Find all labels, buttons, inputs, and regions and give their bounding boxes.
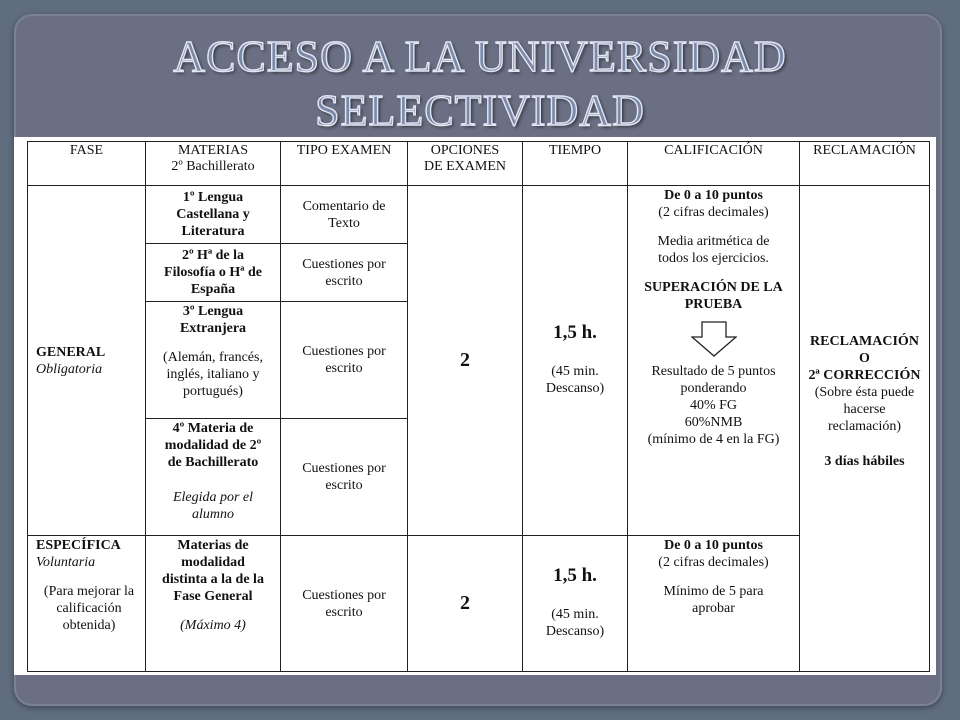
materia-3-line: Extranjera [179,321,247,336]
tipo-1 [281,186,408,244]
calificacion-general [628,186,800,536]
calif-general-8: ponderando [680,381,747,396]
calif-general-7: Resultado de 5 puntos [651,364,776,379]
materia-3-extra: portugués) [183,384,243,399]
tipo-4 [281,419,408,536]
materia-3-line: 3º Lengua [182,304,244,319]
table-row [28,186,930,244]
fase-especifica-note-2: calificación [56,601,122,616]
calif-especifica-2: (2 cifras decimales) [658,555,769,570]
materia-3-extra: (Alemán, francés, [163,350,263,365]
materia-4-line: de Bachillerato [167,455,259,470]
header-opciones-line1: OPCIONES [430,143,500,158]
header-materias-line2: 2º Bachillerato [171,159,255,174]
descanso-general-2: Descanso) [545,381,605,396]
tiempo-especifica-value: 1,5 h. [553,565,597,586]
reclamacion-cell [800,186,930,672]
reclamacion-1: RECLAMACIÓN [810,334,919,349]
materia-especifica-3: distinta a la de la [162,572,264,587]
materia-1 [146,186,281,244]
calif-especifica-4: aprobar [692,601,735,616]
tipo-3-line: escrito [325,361,363,376]
reclamacion-5: hacerse [843,402,886,417]
table-panel [14,137,936,675]
materia-3-extra: inglés, italiano y [166,367,260,382]
materia-4-line: modalidad de 2º [164,438,262,453]
materia-4-line: 4º Materia de [172,421,254,436]
calif-general-4: todos los ejercicios. [658,251,769,266]
materia-2-line: Filosofía o Hª de [164,265,262,280]
opciones-especifica: 2 [408,536,523,672]
arrow-down-icon [691,321,737,357]
materia-4 [146,419,281,536]
reclamacion-6: reclamación) [827,419,902,434]
descanso-general-1: (45 min. [551,364,599,379]
materia-4-extra: alumno [192,507,234,522]
descanso-especifica-1: (45 min. [551,607,599,622]
tipo-especifica [281,536,408,672]
tipo-1-line: Texto [328,215,360,231]
tiempo-especifica [523,536,628,672]
fase-especifica-name: ESPECÍFICA [36,538,121,553]
calif-general-11: (mínimo de 4 en la FG) [647,432,780,447]
materia-4-extra: Elegida por el [172,490,254,505]
calif-general-5: SUPERACIÓN DE LA [644,280,783,295]
tipo-1-line: Comentario de [302,198,386,214]
table-row [28,536,930,672]
header-opciones-line2: DE EXAMEN [423,159,507,174]
header-materias [146,142,281,186]
title-line-2: SELECTIVIDAD [315,86,645,135]
calif-general-3: Media aritmética de [657,234,770,249]
fase-especifica-type: Voluntaria [36,555,96,570]
fase-especifica [28,536,146,672]
materia-especifica-1: Materias de [177,538,249,553]
materia-1-line: Castellana y [176,207,250,222]
header-reclamacion: RECLAMACIÓN [800,142,930,186]
materia-especifica-5: (Máximo 4) [180,618,246,633]
materia-especifica-4: Fase General [173,589,253,604]
tipo-2 [281,244,408,302]
tipo-2-line: Cuestiones por [302,256,386,272]
reclamacion-2: O [859,351,870,366]
slide-title [0,30,960,138]
calificacion-especifica [628,536,800,672]
tiempo-general-value: 1,5 h. [553,322,597,343]
materia-2 [146,244,281,302]
materia-2-line: 2º Hª de la [181,248,245,263]
calif-especifica-1: De 0 a 10 puntos [664,538,763,553]
tipo-3 [281,302,408,419]
header-row [28,142,930,186]
tipo-3-line: Cuestiones por [302,344,386,359]
fase-especifica-note-3: obtenida) [62,618,116,633]
descanso-especifica-2: Descanso) [545,624,605,639]
calif-general-1: De 0 a 10 puntos [664,188,763,203]
fase-general [28,186,146,536]
reclamacion-3: 2ª CORRECCIÓN [808,368,921,383]
reclamacion-4: (Sobre ésta puede [814,385,915,400]
title-line-1: ACCESO A LA UNIVERSIDAD [173,32,787,81]
materia-1-line: 1º Lengua [182,190,244,205]
materia-3 [146,302,281,419]
header-tipo-examen: TIPO EXAMEN [281,142,408,186]
materia-1-line: Literatura [181,224,245,239]
materia-especifica [146,536,281,672]
fase-general-type: Obligatoria [36,361,103,377]
selectividad-table [27,141,930,672]
materia-2-line: España [190,282,236,297]
header-tiempo: TIEMPO [523,142,628,186]
calif-general-2: (2 cifras decimales) [658,205,769,220]
calif-general-6: PRUEBA [684,297,743,312]
tipo-4-line: escrito [325,478,363,493]
tipo-2-line: escrito [325,273,363,289]
fase-general-name: GENERAL [36,344,106,360]
tiempo-general [523,186,628,536]
header-fase: FASE [28,142,146,186]
header-calificacion: CALIFICACIÓN [628,142,800,186]
tipo-4-line: Cuestiones por [302,461,386,476]
header-materias-line1: MATERIAS [177,143,248,158]
fase-especifica-note-1: (Para mejorar la [43,584,135,599]
opciones-general: 2 [408,186,523,536]
reclamacion-7: 3 días hábiles [824,454,905,469]
tipo-especifica-2: escrito [325,604,363,620]
calif-especifica-3: Mínimo de 5 para [663,584,764,599]
calif-general-9: 40% FG [689,398,738,413]
header-opciones [408,142,523,186]
tipo-especifica-1: Cuestiones por [302,587,386,603]
materia-especifica-2: modalidad [181,555,245,570]
calif-general-10: 60%NMB [684,415,743,430]
